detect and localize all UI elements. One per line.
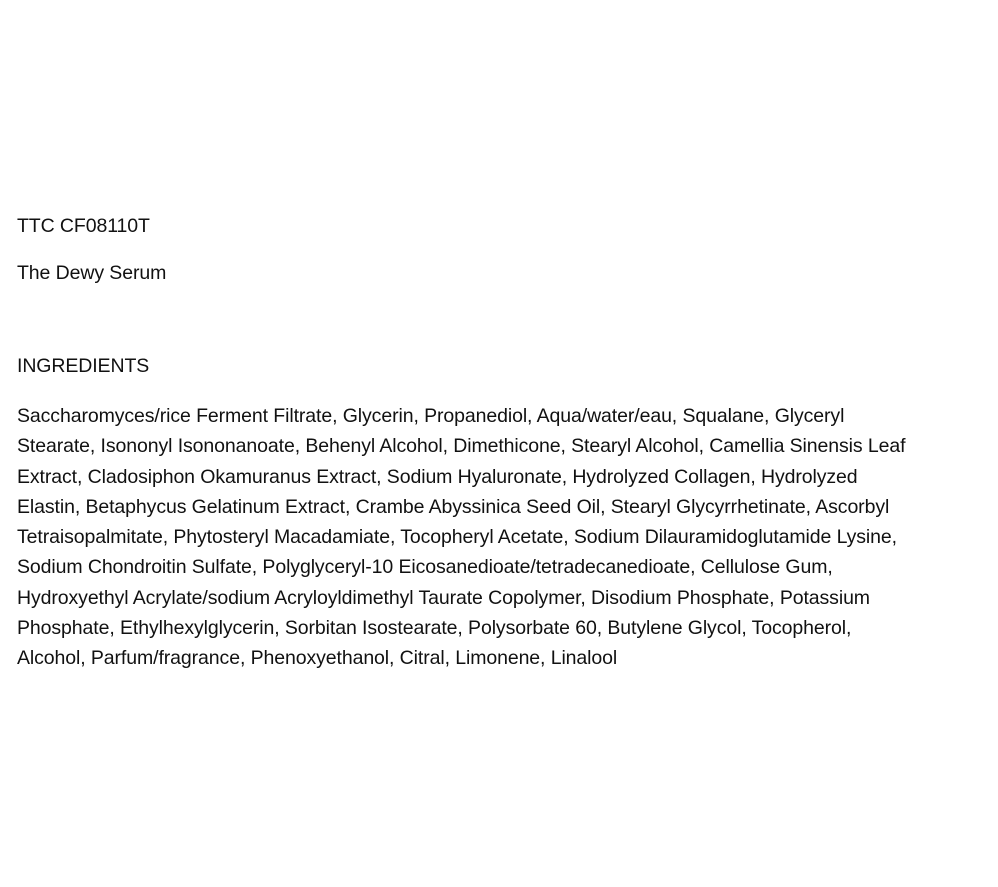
ingredients-list <box>17 401 992 674</box>
ingredients-line: Extract, Cladosiphon Okamuranus Extract, Sodium Hyaluronate, Hydrolyzed Collagen, Hydrolyzed <box>17 465 858 488</box>
ingredients-line: Elastin, Betaphycus Gelatinum Extract, Crambe Abyssinica Seed Oil, Stearyl Glycyrrhetinate, Ascorbyl <box>17 495 890 518</box>
ingredients-line: Stearate, Isononyl Isononanoate, Behenyl Alcohol, Dimethicone, Stearyl Alcohol, Camellia Sinensis Leaf <box>17 435 906 458</box>
ingredients-line: Saccharomyces/rice Ferment Filtrate, Glycerin, Propanediol, Aqua/water/eau, Squalane, Glyceryl <box>17 405 845 427</box>
ingredients-line: Hydroxyethyl Acrylate/sodium Acryloyldimethyl Taurate Copolymer, Disodium Phosphate, Potassium <box>17 586 870 609</box>
ingredients-line: Tetraisopalmitate, Phytosteryl Macadamiate, Tocopheryl Acetate, Sodium Dilauramidoglutamide Lysine, <box>17 526 897 549</box>
product-name: The Dewy Serum <box>17 262 167 284</box>
ingredients-line: Alcohol, Parfum/fragrance, Phenoxyethanol, Citral, Limonene, Linalool <box>17 647 618 670</box>
product-code: TTC CF08110T <box>17 215 150 237</box>
ingredients-line: Phosphate, Ethylhexylglycerin, Sorbitan Isostearate, Polysorbate 60, Butylene Glycol, Tocopherol, <box>17 617 852 640</box>
ingredients-line: Sodium Chondroitin Sulfate, Polyglyceryl-10 Eicosanedioate/tetradecanedioate, Cellulose Gum, <box>17 556 833 579</box>
ingredients-heading: INGREDIENTS <box>17 355 150 377</box>
